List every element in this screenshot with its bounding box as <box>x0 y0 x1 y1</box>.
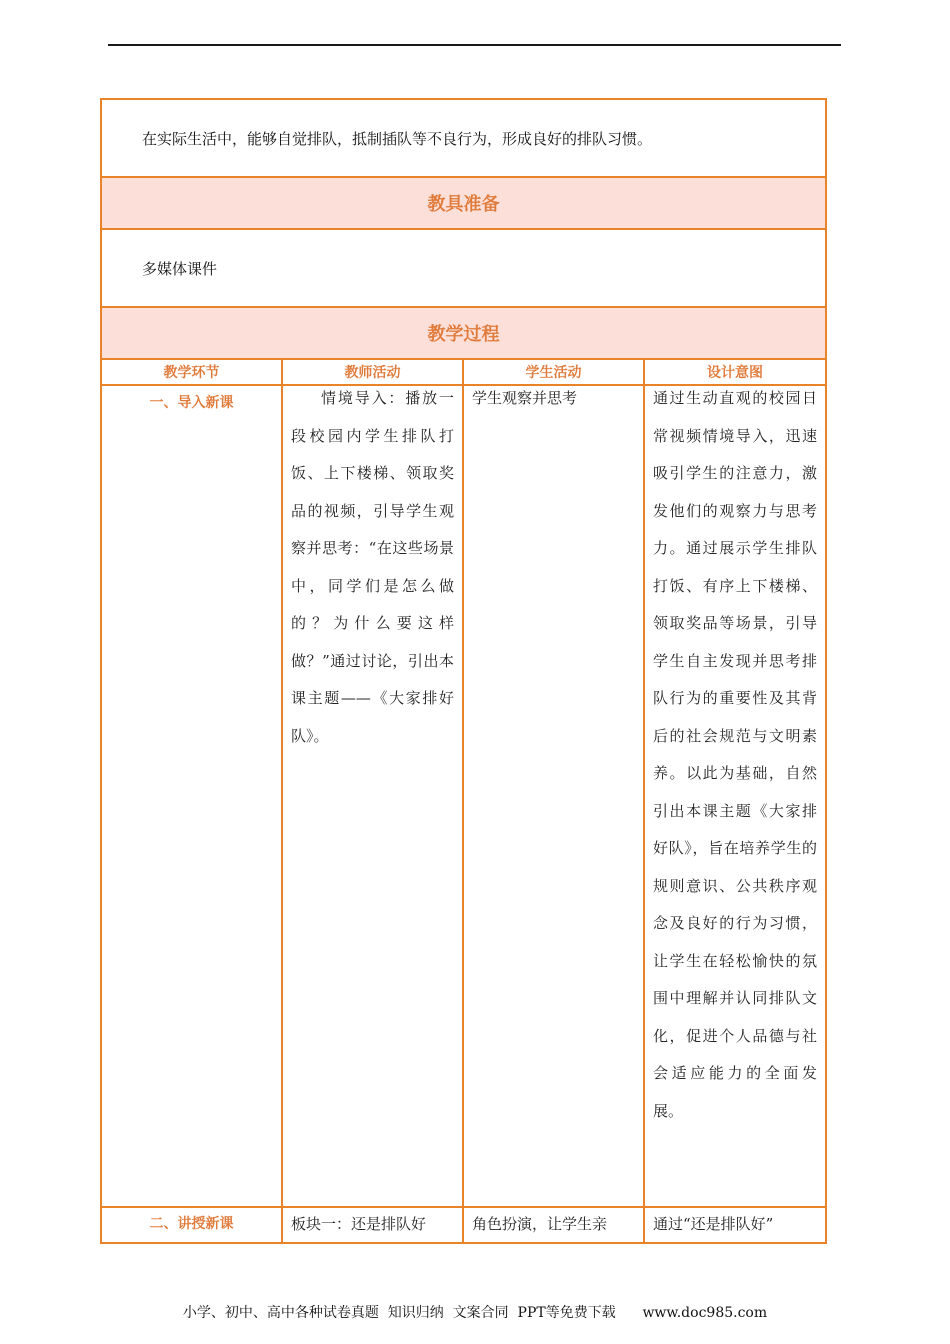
header-rule <box>108 44 841 46</box>
student-activity-text: 角色扮演，让学生亲 <box>472 1215 608 1233</box>
teacher-activity-text: 情境导入：播放一段校园内学生排队打饭、上下楼梯、领取奖品的视频，引导学生观察并思考：“在这些场景中，同学们是怎么做的？为什么要这样做？”通过讨论，引出本课主题——《大家排好队》。 <box>291 389 454 745</box>
process-heading-row <box>101 307 826 359</box>
stage-label: 二、讲授新课 <box>149 1216 234 1232</box>
student-activity-text: 学生观察并思考 <box>472 389 578 407</box>
materials-heading-row <box>101 177 826 229</box>
column-header-student: 学生活动 <box>463 359 644 385</box>
column-header-stage: 教学环节 <box>101 359 282 385</box>
table-row <box>101 385 826 1207</box>
design-intent-text: 通过“还是排队好” <box>653 1215 774 1233</box>
stage-label: 一、导入新课 <box>149 395 234 411</box>
materials-text: 多媒体课件 <box>142 260 218 278</box>
materials-heading: 教具准备 <box>101 177 826 229</box>
objective-row <box>101 99 826 177</box>
table-row <box>101 1207 826 1243</box>
teacher-activity-text: 板块一：还是排队好 <box>291 1215 427 1233</box>
design-intent-text: 通过生动直观的校园日常视频情境导入，迅速吸引学生的注意力，激发他们的观察力与思考力。通过展示学生排队打饭、有序上下楼梯、领取奖品等场景，引导学生自主发现并思考排队行为的重要性及其背后的社会规范与文明素养。以此为基础，自然引出本课主题《大家排好队》，旨在培养学生的规则意识、公共秩序观念及良好的行为习惯，让学生在轻松愉快的氛围中理解并认同排队文化，促进个人品德与社会适应能力的全面发展。 <box>653 389 818 1120</box>
column-header-intent: 设计意图 <box>644 359 826 385</box>
lesson-plan-table <box>100 98 827 1244</box>
process-heading: 教学过程 <box>101 307 826 359</box>
page-footer: 小学、初中、高中各种试卷真题 知识归纳 文案合同 PPT等免费下载 www.doc985.com <box>182 1305 768 1321</box>
materials-row <box>101 229 826 307</box>
column-header-teacher: 教师活动 <box>282 359 463 385</box>
objective-text: 在实际生活中，能够自觉排队，抵制插队等不良行为，形成良好的排队习惯。 <box>142 130 653 148</box>
